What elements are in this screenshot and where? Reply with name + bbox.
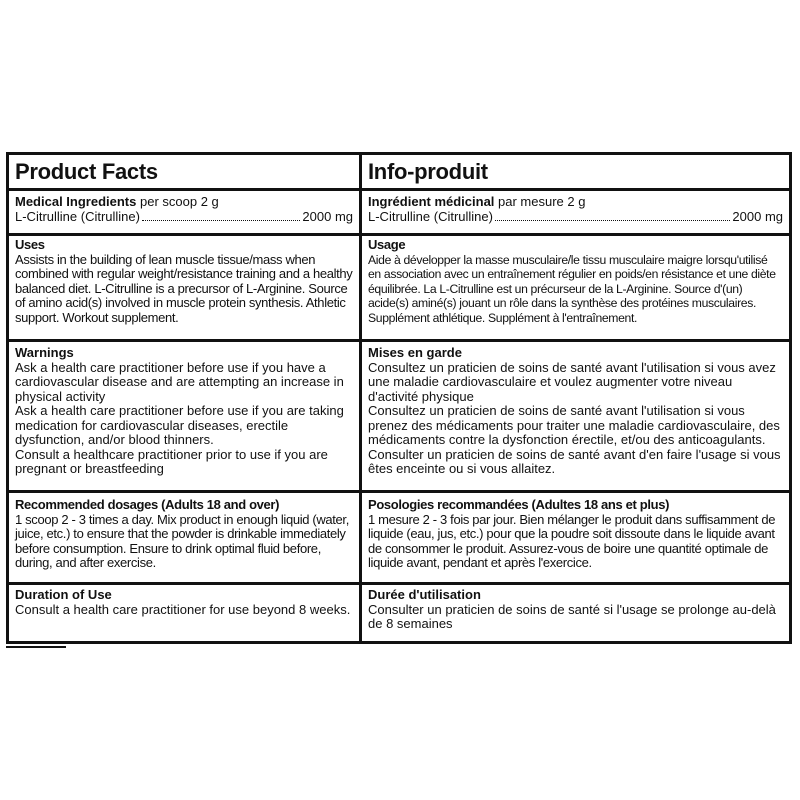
dosage-heading: Recommended dosages (Adults 18 and over) bbox=[15, 497, 280, 512]
french-column bbox=[362, 155, 789, 641]
leader-dots bbox=[142, 219, 300, 221]
medical-ingredients-heading: Medical Ingredients bbox=[15, 194, 137, 209]
medical-ingredients-section-fr bbox=[362, 192, 789, 232]
warning-item-fr: Consulter un praticien de soins de santé avant d'en faire l'usage si vous êtes enceinte ou si vous allaitez. bbox=[368, 446, 781, 476]
leader-dots bbox=[495, 219, 730, 221]
divider bbox=[9, 233, 359, 236]
warning-item: Ask a health care practitioner before use if you have a cardiovascular disease and are attempting an increase in physical activity bbox=[15, 359, 344, 404]
warning-item: Ask a health care practitioner before use if you are taking medication for cardiovascular diseases, erectile dysfunction, and/or blood thinners. bbox=[15, 403, 344, 447]
divider bbox=[362, 339, 789, 342]
warnings-heading: Warnings bbox=[15, 345, 74, 360]
info-produit-title: Info-produit bbox=[368, 159, 488, 184]
uses-heading: Uses bbox=[15, 237, 45, 252]
ingredient-name: L-Citrulline (Citrulline) bbox=[15, 208, 140, 224]
dosage-heading-fr: Posologies recommandées (Adultes 18 ans et plus) bbox=[368, 497, 670, 512]
ingredient-line bbox=[15, 210, 353, 225]
uses-text-fr: Aide à développer la masse musculaire/le tissu musculaire maigre lorsqu'utilisé en association avec un entraînement régulier en poids/en résistance et une diète équilibrée. La L-Citrulline est un précurseur de la L-Arginine. Source d'(un) acide(s) aminé(s) jouant un rôle dans la synthèse des protéines musculaires. Supplément athlétique. Supplément à l'entraînement. bbox=[368, 252, 776, 325]
product-facts-label bbox=[6, 152, 792, 644]
dosage-text: 1 scoop 2 - 3 times a day. Mix product in enough liquid (water, juice, etc.) to ensure that the powder is drinkable immediately before consumption. Ensure to drink optimal fluid before, during, and after exercise. bbox=[15, 511, 349, 570]
uses-section-fr bbox=[362, 237, 789, 337]
product-facts-title: Product Facts bbox=[15, 159, 158, 184]
per-scoop-text: per scoop 2 g bbox=[136, 194, 219, 209]
dosage-text-fr: 1 mesure 2 - 3 fois par jour. Bien mélanger le produit dans suffisamment de liquide (eau, jus, etc.) pour que la poudre soit dissoute dans le liquide avant de consommer le produit. Assurez-vous de boire une quantité optimale de liquide avant, pendant et après l'exercice. bbox=[368, 511, 776, 570]
medical-ingredients-heading-fr: Ingrédient médicinal bbox=[368, 194, 495, 209]
bottom-edge-mark bbox=[6, 646, 66, 648]
divider bbox=[9, 582, 359, 585]
duration-section bbox=[9, 587, 359, 642]
medical-ingredients-section bbox=[9, 192, 359, 232]
warnings-section-fr bbox=[362, 345, 789, 490]
warning-item-fr: Consultez un praticien de soins de santé avant l'utilisation si vous avez une maladie cardiovasculaire et voulez augmenter votre niveau d'activité physique bbox=[368, 359, 776, 404]
warnings-heading-fr: Mises en garde bbox=[368, 345, 462, 360]
uses-heading-fr: Usage bbox=[368, 237, 406, 252]
duration-text: Consult a health care practitioner for use beyond 8 weeks. bbox=[15, 601, 351, 617]
duration-heading-fr: Durée d'utilisation bbox=[368, 587, 481, 602]
uses-text: Assists in the building of lean muscle tissue/mass when combined with regular weight/resistance training and a healthy balanced diet. L-Citrulline is a precursor of L-Arginine. Source of amino acid(s) involved in muscle protein synthesis. Athletic support. Workout supplement. bbox=[15, 251, 353, 325]
divider bbox=[362, 582, 789, 585]
divider bbox=[362, 233, 789, 236]
ingredient-amount: 2000 mg bbox=[302, 208, 353, 224]
divider bbox=[9, 188, 359, 191]
duration-section-fr bbox=[362, 587, 789, 642]
duration-heading: Duration of Use bbox=[15, 587, 112, 602]
per-scoop-text-fr: par mesure 2 g bbox=[494, 194, 586, 209]
ingredient-name-fr: L-Citrulline (Citrulline) bbox=[368, 208, 493, 224]
divider bbox=[362, 188, 789, 191]
dosage-section-fr bbox=[362, 497, 789, 582]
warning-item-fr: Consultez un praticien de soins de santé avant l'utilisation si vous prenez des médicaments pour traiter une maladie cardiovasculaire, des médicaments contre la dysfonction érectile, et/ou des anticoagulants. bbox=[368, 403, 780, 447]
divider bbox=[9, 339, 359, 342]
dosage-section bbox=[9, 497, 359, 582]
ingredient-line-fr bbox=[368, 210, 783, 225]
divider bbox=[9, 490, 359, 493]
uses-section bbox=[9, 237, 359, 337]
warnings-section bbox=[9, 345, 359, 490]
divider bbox=[362, 490, 789, 493]
duration-text-fr: Consulter un praticien de soins de santé si l'usage se prolonge au-delà de 8 semaines bbox=[368, 601, 776, 631]
warning-item: Consult a healthcare practitioner prior to use if you are pregnant or breastfeeding bbox=[15, 446, 328, 476]
ingredient-amount-fr: 2000 mg bbox=[732, 208, 783, 224]
english-column bbox=[9, 155, 359, 641]
